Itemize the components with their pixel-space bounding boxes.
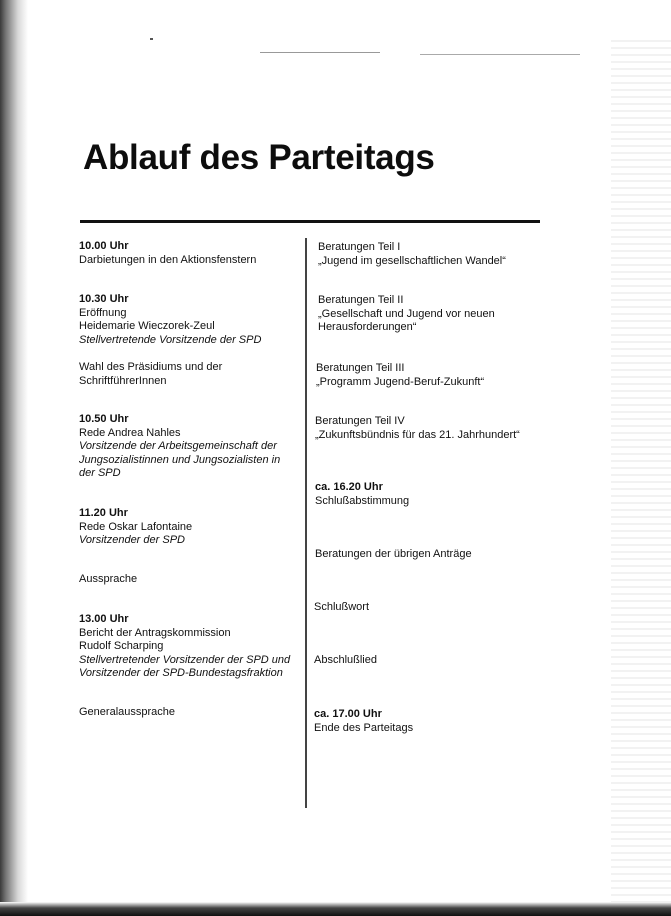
entry-text: „Zukunftsbündnis für das 21. Jahrhundert“ [315, 428, 520, 441]
schedule-entry [315, 415, 545, 442]
scan-speck [260, 52, 380, 53]
schedule-entry [79, 361, 301, 388]
entry-role: Stellvertretender Vorsitzender der SPD und [79, 653, 291, 666]
entry-text: Darbietungen in den Aktionsfenstern [79, 253, 257, 266]
entry-text: SchriftführerInnen [79, 374, 167, 387]
column-divider [305, 238, 307, 808]
entry-text: Herausforderungen“ [318, 321, 417, 333]
entry-text: Generalaussprache [79, 706, 176, 718]
page-title: Ablauf des Parteitags [83, 138, 435, 177]
scan-right-edge-noise [611, 40, 671, 916]
entry-role: Vorsitzende der Arbeitsgemeinschaft der [79, 440, 277, 452]
entry-time: 13.00 Uhr [79, 613, 129, 625]
entry-text: „Jugend im gesellschaftlichen Wandel“ [318, 254, 506, 267]
schedule-entry [314, 708, 544, 735]
entry-text: Abschlußlied [314, 654, 377, 666]
entry-text: Beratungen Teil I [318, 241, 401, 253]
entry-time: 11.20 Uhr [79, 507, 128, 519]
entry-text: Wahl des Präsidiums und der [79, 361, 223, 373]
entry-text: Eröffnung [79, 306, 127, 319]
entry-text: Rudolf Scharping [79, 640, 164, 652]
schedule-entry [79, 613, 301, 681]
entry-text: Beratungen der übrigen Anträge [315, 548, 472, 560]
entry-time: 10.50 Uhr [79, 413, 129, 425]
schedule-entry [79, 573, 301, 587]
entry-text: Beratungen Teil II [318, 294, 404, 306]
scan-speck [150, 38, 153, 40]
schedule-entry [314, 654, 544, 668]
entry-time: 10.30 Uhr [79, 293, 129, 305]
entry-text: Rede Andrea Nahles [79, 426, 181, 439]
scan-bottom-edge [0, 902, 671, 916]
entry-text: Schlußabstimmung [315, 494, 410, 507]
schedule-entry [315, 481, 545, 508]
schedule-entry [314, 601, 544, 615]
scan-left-edge-shadow [0, 0, 28, 916]
schedule-entry [79, 706, 301, 720]
entry-text: Rede Oskar Lafontaine [79, 520, 193, 533]
title-divider [80, 220, 540, 223]
entry-role: Vorsitzender der SPD [79, 534, 185, 546]
schedule-entry [79, 293, 301, 347]
entry-time: 10.00 Uhr [79, 240, 129, 252]
entry-role: Jungsozialistinnen und Jungsozialisten in [79, 453, 281, 466]
entry-text: Heidemarie Wieczorek-Zeul [79, 320, 215, 332]
schedule-entry [79, 507, 301, 548]
schedule-entry [318, 241, 548, 268]
entry-text: Beratungen Teil IV [315, 415, 405, 427]
entry-role: Stellvertretende Vorsitzende der SPD [79, 333, 262, 346]
entry-role: der SPD [79, 467, 121, 479]
schedule-entry [79, 240, 301, 267]
entry-text: Ende des Parteitags [314, 721, 414, 734]
schedule-entry [318, 294, 548, 335]
entry-time: ca. 17.00 Uhr [314, 708, 382, 720]
entry-text: Beratungen Teil III [316, 362, 405, 374]
entry-text: Bericht der Antragskommission [79, 626, 231, 639]
schedule-entry [79, 413, 301, 481]
entry-text: „Gesellschaft und Jugend vor neuen [318, 307, 495, 320]
entry-role: Vorsitzender der SPD-Bundestagsfraktion [79, 667, 283, 679]
scan-speck [420, 54, 580, 55]
schedule-entry [316, 362, 546, 389]
entry-text: „Programm Jugend-Beruf-Zukunft“ [316, 375, 485, 388]
entry-time: ca. 16.20 Uhr [315, 481, 383, 493]
entry-text: Schlußwort [314, 601, 370, 613]
entry-text: Aussprache [79, 573, 138, 585]
schedule-entry [315, 548, 545, 562]
